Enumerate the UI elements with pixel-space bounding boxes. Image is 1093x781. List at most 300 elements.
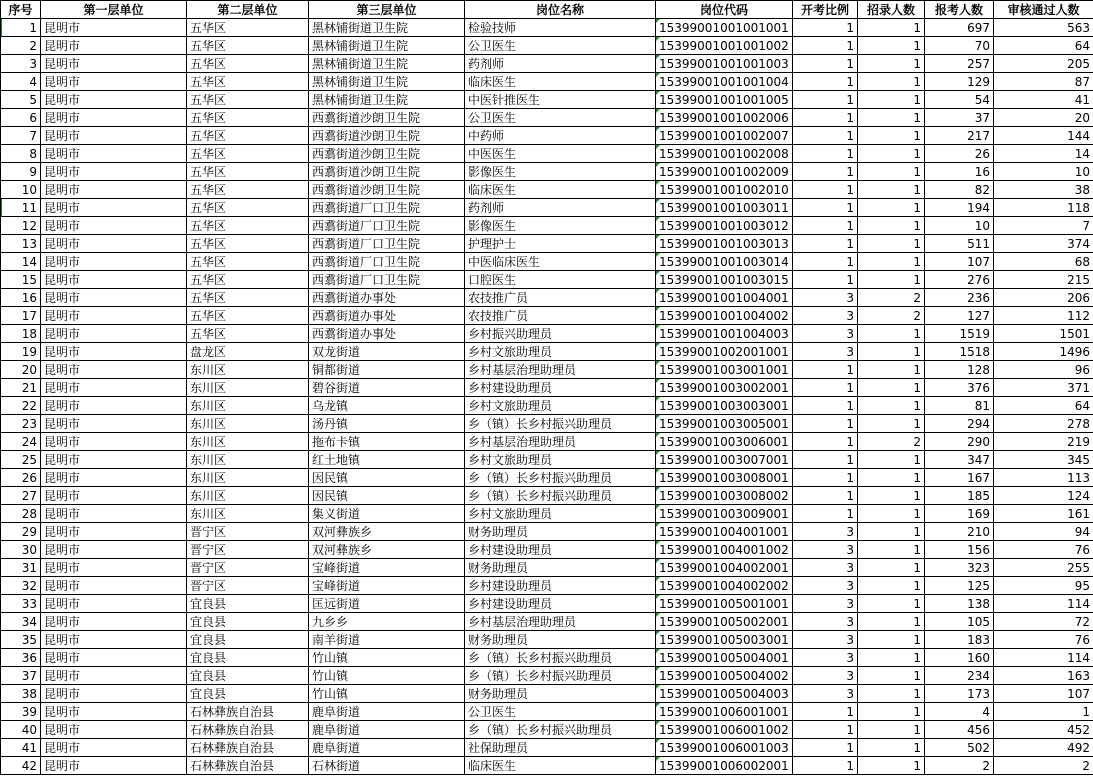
cell-level3[interactable]: 西翥街道沙朗卫生院 — [309, 163, 465, 181]
cell-index[interactable]: 33 — [1, 595, 41, 613]
cell-level1[interactable]: 昆明市 — [41, 667, 187, 685]
cell-position-name[interactable]: 药剂师 — [465, 199, 656, 217]
cell-hire-count[interactable]: 1 — [858, 91, 925, 109]
cell-level1[interactable]: 昆明市 — [41, 361, 187, 379]
cell-exam-ratio[interactable]: 3 — [793, 307, 858, 325]
cell-exam-ratio[interactable]: 1 — [793, 739, 858, 757]
cell-level1[interactable]: 昆明市 — [41, 235, 187, 253]
cell-exam-ratio[interactable]: 1 — [793, 145, 858, 163]
cell-position-code[interactable]: 15399001005002001 — [656, 613, 793, 631]
cell-level1[interactable]: 昆明市 — [41, 55, 187, 73]
cell-index[interactable]: 22 — [1, 397, 41, 415]
cell-index[interactable]: 2 — [1, 37, 41, 55]
cell-level2[interactable]: 五华区 — [187, 181, 309, 199]
cell-hire-count[interactable]: 1 — [858, 523, 925, 541]
cell-approved-count[interactable]: 112 — [994, 307, 1093, 325]
cell-applicant-count[interactable]: 234 — [925, 667, 994, 685]
cell-exam-ratio[interactable]: 3 — [793, 289, 858, 307]
cell-hire-count[interactable]: 1 — [858, 613, 925, 631]
cell-level2[interactable]: 晋宁区 — [187, 523, 309, 541]
cell-position-name[interactable]: 口腔医生 — [465, 271, 656, 289]
cell-hire-count[interactable]: 1 — [858, 757, 925, 775]
cell-level3[interactable]: 黑林铺街道卫生院 — [309, 19, 465, 37]
cell-position-code[interactable]: 15399001005004003 — [656, 685, 793, 703]
cell-exam-ratio[interactable]: 3 — [793, 523, 858, 541]
cell-position-code[interactable]: 15399001001001003 — [656, 55, 793, 73]
cell-exam-ratio[interactable]: 1 — [793, 505, 858, 523]
cell-applicant-count[interactable]: 81 — [925, 397, 994, 415]
cell-exam-ratio[interactable]: 1 — [793, 253, 858, 271]
cell-level1[interactable]: 昆明市 — [41, 613, 187, 631]
cell-level1[interactable]: 昆明市 — [41, 505, 187, 523]
cell-position-code[interactable]: 15399001003009001 — [656, 505, 793, 523]
cell-hire-count[interactable]: 1 — [858, 55, 925, 73]
cell-position-name[interactable]: 乡村建设助理员 — [465, 379, 656, 397]
cell-level2[interactable]: 宜良县 — [187, 595, 309, 613]
cell-applicant-count[interactable]: 294 — [925, 415, 994, 433]
cell-exam-ratio[interactable]: 3 — [793, 595, 858, 613]
cell-hire-count[interactable]: 1 — [858, 235, 925, 253]
cell-position-code[interactable]: 15399001006001003 — [656, 739, 793, 757]
cell-level3[interactable]: 西翥街道沙朗卫生院 — [309, 145, 465, 163]
cell-position-name[interactable]: 农技推广员 — [465, 307, 656, 325]
cell-level1[interactable]: 昆明市 — [41, 199, 187, 217]
header-cell-level3[interactable]: 第三层单位 — [309, 1, 465, 19]
cell-index[interactable]: 7 — [1, 127, 41, 145]
cell-applicant-count[interactable]: 70 — [925, 37, 994, 55]
cell-index[interactable]: 30 — [1, 541, 41, 559]
cell-position-code[interactable]: 15399001001003015 — [656, 271, 793, 289]
cell-index[interactable]: 21 — [1, 379, 41, 397]
cell-level2[interactable]: 晋宁区 — [187, 541, 309, 559]
cell-level2[interactable]: 宜良县 — [187, 649, 309, 667]
cell-applicant-count[interactable]: 4 — [925, 703, 994, 721]
cell-exam-ratio[interactable]: 1 — [793, 397, 858, 415]
cell-level1[interactable]: 昆明市 — [41, 127, 187, 145]
cell-level3[interactable]: 铜都街道 — [309, 361, 465, 379]
cell-level2[interactable]: 五华区 — [187, 271, 309, 289]
cell-exam-ratio[interactable]: 1 — [793, 757, 858, 775]
cell-approved-count[interactable]: 1496 — [994, 343, 1093, 361]
cell-exam-ratio[interactable]: 1 — [793, 217, 858, 235]
cell-hire-count[interactable]: 1 — [858, 199, 925, 217]
cell-exam-ratio[interactable]: 1 — [793, 703, 858, 721]
cell-level3[interactable]: 汤丹镇 — [309, 415, 465, 433]
cell-level2[interactable]: 五华区 — [187, 109, 309, 127]
cell-applicant-count[interactable]: 236 — [925, 289, 994, 307]
cell-approved-count[interactable]: 113 — [994, 469, 1093, 487]
cell-position-code[interactable]: 15399001003003001 — [656, 397, 793, 415]
cell-hire-count[interactable]: 1 — [858, 163, 925, 181]
cell-hire-count[interactable]: 1 — [858, 253, 925, 271]
cell-level1[interactable]: 昆明市 — [41, 487, 187, 505]
cell-hire-count[interactable]: 1 — [858, 181, 925, 199]
cell-level2[interactable]: 东川区 — [187, 469, 309, 487]
cell-index[interactable]: 16 — [1, 289, 41, 307]
cell-exam-ratio[interactable]: 1 — [793, 37, 858, 55]
cell-applicant-count[interactable]: 183 — [925, 631, 994, 649]
cell-exam-ratio[interactable]: 1 — [793, 379, 858, 397]
cell-position-name[interactable]: 乡（镇）长乡村振兴助理员 — [465, 487, 656, 505]
cell-hire-count[interactable]: 1 — [858, 271, 925, 289]
cell-level3[interactable]: 西翥街道厂口卫生院 — [309, 253, 465, 271]
cell-position-code[interactable]: 15399001003006001 — [656, 433, 793, 451]
cell-approved-count[interactable]: 76 — [994, 541, 1093, 559]
cell-position-name[interactable]: 临床医生 — [465, 73, 656, 91]
cell-position-name[interactable]: 护理护士 — [465, 235, 656, 253]
cell-hire-count[interactable]: 1 — [858, 667, 925, 685]
cell-exam-ratio[interactable]: 3 — [793, 325, 858, 343]
cell-hire-count[interactable]: 1 — [858, 595, 925, 613]
cell-approved-count[interactable]: 7 — [994, 217, 1093, 235]
cell-level1[interactable]: 昆明市 — [41, 91, 187, 109]
cell-level1[interactable]: 昆明市 — [41, 73, 187, 91]
cell-level2[interactable]: 晋宁区 — [187, 577, 309, 595]
cell-position-name[interactable]: 乡（镇）长乡村振兴助理员 — [465, 415, 656, 433]
cell-position-code[interactable]: 15399001001002007 — [656, 127, 793, 145]
cell-position-code[interactable]: 15399001003007001 — [656, 451, 793, 469]
cell-index[interactable]: 18 — [1, 325, 41, 343]
cell-exam-ratio[interactable]: 3 — [793, 649, 858, 667]
cell-level2[interactable]: 石林彝族自治县 — [187, 721, 309, 739]
cell-position-code[interactable]: 15399001003008002 — [656, 487, 793, 505]
cell-position-code[interactable]: 15399001005001001 — [656, 595, 793, 613]
cell-index[interactable]: 41 — [1, 739, 41, 757]
cell-applicant-count[interactable]: 502 — [925, 739, 994, 757]
cell-level2[interactable]: 五华区 — [187, 217, 309, 235]
cell-level2[interactable]: 五华区 — [187, 235, 309, 253]
cell-index[interactable]: 31 — [1, 559, 41, 577]
cell-level2[interactable]: 东川区 — [187, 379, 309, 397]
cell-level3[interactable]: 黑林铺街道卫生院 — [309, 55, 465, 73]
cell-position-name[interactable]: 公卫医生 — [465, 109, 656, 127]
cell-index[interactable]: 25 — [1, 451, 41, 469]
cell-approved-count[interactable]: 72 — [994, 613, 1093, 631]
cell-hire-count[interactable]: 1 — [858, 19, 925, 37]
cell-applicant-count[interactable]: 456 — [925, 721, 994, 739]
cell-index[interactable]: 1 — [1, 19, 41, 37]
header-cell-approved-count[interactable]: 审核通过人数 — [994, 1, 1093, 19]
cell-hire-count[interactable]: 1 — [858, 361, 925, 379]
cell-level2[interactable]: 五华区 — [187, 289, 309, 307]
cell-applicant-count[interactable]: 125 — [925, 577, 994, 595]
cell-index[interactable]: 24 — [1, 433, 41, 451]
cell-hire-count[interactable]: 1 — [858, 109, 925, 127]
cell-exam-ratio[interactable]: 3 — [793, 343, 858, 361]
cell-position-name[interactable]: 临床医生 — [465, 181, 656, 199]
cell-position-code[interactable]: 15399001005004002 — [656, 667, 793, 685]
cell-applicant-count[interactable]: 167 — [925, 469, 994, 487]
cell-applicant-count[interactable]: 54 — [925, 91, 994, 109]
cell-approved-count[interactable]: 38 — [994, 181, 1093, 199]
cell-exam-ratio[interactable]: 3 — [793, 667, 858, 685]
cell-level1[interactable]: 昆明市 — [41, 307, 187, 325]
cell-position-code[interactable]: 15399001001001005 — [656, 91, 793, 109]
cell-index[interactable]: 27 — [1, 487, 41, 505]
cell-position-code[interactable]: 15399001006001001 — [656, 703, 793, 721]
cell-exam-ratio[interactable]: 1 — [793, 181, 858, 199]
cell-level3[interactable]: 鹿阜街道 — [309, 703, 465, 721]
cell-position-name[interactable]: 财务助理员 — [465, 559, 656, 577]
cell-level2[interactable]: 晋宁区 — [187, 559, 309, 577]
cell-exam-ratio[interactable]: 3 — [793, 613, 858, 631]
cell-hire-count[interactable]: 1 — [858, 415, 925, 433]
cell-position-code[interactable]: 15399001003001001 — [656, 361, 793, 379]
cell-exam-ratio[interactable]: 3 — [793, 559, 858, 577]
cell-level1[interactable]: 昆明市 — [41, 649, 187, 667]
cell-level3[interactable]: 双河彝族乡 — [309, 523, 465, 541]
cell-hire-count[interactable]: 2 — [858, 307, 925, 325]
cell-applicant-count[interactable]: 160 — [925, 649, 994, 667]
cell-applicant-count[interactable]: 128 — [925, 361, 994, 379]
cell-approved-count[interactable]: 374 — [994, 235, 1093, 253]
cell-level3[interactable]: 因民镇 — [309, 469, 465, 487]
cell-applicant-count[interactable]: 257 — [925, 55, 994, 73]
cell-exam-ratio[interactable]: 1 — [793, 199, 858, 217]
cell-hire-count[interactable]: 1 — [858, 397, 925, 415]
cell-approved-count[interactable]: 76 — [994, 631, 1093, 649]
cell-level3[interactable]: 竹山镇 — [309, 649, 465, 667]
cell-level2[interactable]: 五华区 — [187, 91, 309, 109]
cell-hire-count[interactable]: 1 — [858, 721, 925, 739]
cell-applicant-count[interactable]: 347 — [925, 451, 994, 469]
cell-position-name[interactable]: 中医针推医生 — [465, 91, 656, 109]
cell-index[interactable]: 36 — [1, 649, 41, 667]
cell-level2[interactable]: 宜良县 — [187, 631, 309, 649]
cell-position-name[interactable]: 乡村基层治理助理员 — [465, 613, 656, 631]
cell-approved-count[interactable]: 107 — [994, 685, 1093, 703]
cell-index[interactable]: 6 — [1, 109, 41, 127]
cell-exam-ratio[interactable]: 1 — [793, 271, 858, 289]
cell-applicant-count[interactable]: 276 — [925, 271, 994, 289]
cell-index[interactable]: 37 — [1, 667, 41, 685]
cell-level1[interactable]: 昆明市 — [41, 685, 187, 703]
cell-position-name[interactable]: 乡村文旅助理员 — [465, 451, 656, 469]
cell-level1[interactable]: 昆明市 — [41, 433, 187, 451]
cell-level1[interactable]: 昆明市 — [41, 451, 187, 469]
header-cell-index[interactable]: 序号 — [1, 1, 41, 19]
cell-position-code[interactable]: 15399001001001001 — [656, 19, 793, 37]
cell-index[interactable]: 8 — [1, 145, 41, 163]
cell-position-code[interactable]: 15399001004001001 — [656, 523, 793, 541]
cell-index[interactable]: 39 — [1, 703, 41, 721]
cell-level3[interactable]: 西翥街道厂口卫生院 — [309, 199, 465, 217]
cell-level1[interactable]: 昆明市 — [41, 469, 187, 487]
cell-position-name[interactable]: 乡村基层治理助理员 — [465, 361, 656, 379]
cell-approved-count[interactable]: 452 — [994, 721, 1093, 739]
header-cell-exam-ratio[interactable]: 开考比例 — [793, 1, 858, 19]
cell-level2[interactable]: 东川区 — [187, 433, 309, 451]
cell-exam-ratio[interactable]: 1 — [793, 109, 858, 127]
cell-exam-ratio[interactable]: 1 — [793, 721, 858, 739]
cell-position-name[interactable]: 中医医生 — [465, 145, 656, 163]
cell-level1[interactable]: 昆明市 — [41, 541, 187, 559]
cell-hire-count[interactable]: 1 — [858, 685, 925, 703]
cell-position-code[interactable]: 15399001002001001 — [656, 343, 793, 361]
cell-level1[interactable]: 昆明市 — [41, 703, 187, 721]
cell-applicant-count[interactable]: 511 — [925, 235, 994, 253]
cell-applicant-count[interactable]: 290 — [925, 433, 994, 451]
cell-approved-count[interactable]: 215 — [994, 271, 1093, 289]
cell-index[interactable]: 5 — [1, 91, 41, 109]
cell-level2[interactable]: 五华区 — [187, 325, 309, 343]
cell-level2[interactable]: 盘龙区 — [187, 343, 309, 361]
cell-approved-count[interactable]: 563 — [994, 19, 1093, 37]
cell-level2[interactable]: 石林彝族自治县 — [187, 757, 309, 775]
cell-approved-count[interactable]: 206 — [994, 289, 1093, 307]
cell-position-name[interactable]: 乡村建设助理员 — [465, 541, 656, 559]
cell-applicant-count[interactable]: 169 — [925, 505, 994, 523]
cell-exam-ratio[interactable]: 1 — [793, 163, 858, 181]
cell-position-name[interactable]: 社保助理员 — [465, 739, 656, 757]
header-cell-level2[interactable]: 第二层单位 — [187, 1, 309, 19]
cell-position-code[interactable]: 15399001004002002 — [656, 577, 793, 595]
cell-hire-count[interactable]: 1 — [858, 145, 925, 163]
cell-position-name[interactable]: 乡村振兴助理员 — [465, 325, 656, 343]
cell-level2[interactable]: 石林彝族自治县 — [187, 703, 309, 721]
cell-level3[interactable]: 西翥街道厂口卫生院 — [309, 235, 465, 253]
cell-level1[interactable]: 昆明市 — [41, 721, 187, 739]
cell-hire-count[interactable]: 1 — [858, 505, 925, 523]
cell-applicant-count[interactable]: 323 — [925, 559, 994, 577]
cell-hire-count[interactable]: 1 — [858, 127, 925, 145]
cell-applicant-count[interactable]: 26 — [925, 145, 994, 163]
cell-position-name[interactable]: 检验技师 — [465, 19, 656, 37]
cell-level3[interactable]: 西翥街道沙朗卫生院 — [309, 109, 465, 127]
cell-level1[interactable]: 昆明市 — [41, 757, 187, 775]
cell-applicant-count[interactable]: 173 — [925, 685, 994, 703]
cell-position-code[interactable]: 15399001006001002 — [656, 721, 793, 739]
cell-index[interactable]: 15 — [1, 271, 41, 289]
cell-approved-count[interactable]: 94 — [994, 523, 1093, 541]
cell-hire-count[interactable]: 2 — [858, 289, 925, 307]
cell-level2[interactable]: 宜良县 — [187, 685, 309, 703]
cell-position-code[interactable]: 15399001001003012 — [656, 217, 793, 235]
cell-level2[interactable]: 五华区 — [187, 253, 309, 271]
cell-position-code[interactable]: 15399001003002001 — [656, 379, 793, 397]
cell-level3[interactable]: 黑林铺街道卫生院 — [309, 91, 465, 109]
cell-level3[interactable]: 西翥街道办事处 — [309, 289, 465, 307]
cell-level3[interactable]: 匡远街道 — [309, 595, 465, 613]
cell-position-name[interactable]: 财务助理员 — [465, 523, 656, 541]
cell-level2[interactable]: 五华区 — [187, 37, 309, 55]
cell-approved-count[interactable]: 96 — [994, 361, 1093, 379]
cell-exam-ratio[interactable]: 1 — [793, 361, 858, 379]
cell-approved-count[interactable]: 124 — [994, 487, 1093, 505]
cell-level1[interactable]: 昆明市 — [41, 577, 187, 595]
cell-hire-count[interactable]: 1 — [858, 217, 925, 235]
cell-index[interactable]: 29 — [1, 523, 41, 541]
cell-level3[interactable]: 拖布卡镇 — [309, 433, 465, 451]
cell-position-name[interactable]: 影像医生 — [465, 217, 656, 235]
cell-index[interactable]: 13 — [1, 235, 41, 253]
cell-approved-count[interactable]: 10 — [994, 163, 1093, 181]
cell-index[interactable]: 17 — [1, 307, 41, 325]
cell-approved-count[interactable]: 2 — [994, 757, 1093, 775]
cell-position-code[interactable]: 15399001001002010 — [656, 181, 793, 199]
cell-level2[interactable]: 五华区 — [187, 145, 309, 163]
cell-position-name[interactable]: 乡（镇）长乡村振兴助理员 — [465, 721, 656, 739]
header-cell-level1[interactable]: 第一层单位 — [41, 1, 187, 19]
cell-applicant-count[interactable]: 1518 — [925, 343, 994, 361]
cell-position-code[interactable]: 15399001003005001 — [656, 415, 793, 433]
cell-position-name[interactable]: 中医临床医生 — [465, 253, 656, 271]
cell-index[interactable]: 40 — [1, 721, 41, 739]
cell-level3[interactable]: 黑林铺街道卫生院 — [309, 73, 465, 91]
cell-approved-count[interactable]: 492 — [994, 739, 1093, 757]
cell-exam-ratio[interactable]: 3 — [793, 541, 858, 559]
cell-approved-count[interactable]: 114 — [994, 595, 1093, 613]
cell-position-name[interactable]: 中药师 — [465, 127, 656, 145]
cell-index[interactable]: 20 — [1, 361, 41, 379]
cell-applicant-count[interactable]: 185 — [925, 487, 994, 505]
cell-approved-count[interactable]: 144 — [994, 127, 1093, 145]
cell-level3[interactable]: 双龙街道 — [309, 343, 465, 361]
cell-position-name[interactable]: 临床医生 — [465, 757, 656, 775]
cell-level2[interactable]: 东川区 — [187, 505, 309, 523]
cell-position-code[interactable]: 15399001005003001 — [656, 631, 793, 649]
cell-hire-count[interactable]: 1 — [858, 73, 925, 91]
cell-level1[interactable]: 昆明市 — [41, 181, 187, 199]
cell-level3[interactable]: 碧谷街道 — [309, 379, 465, 397]
header-cell-position-code[interactable]: 岗位代码 — [656, 1, 793, 19]
cell-hire-count[interactable]: 1 — [858, 631, 925, 649]
cell-level3[interactable]: 双河彝族乡 — [309, 541, 465, 559]
cell-applicant-count[interactable]: 217 — [925, 127, 994, 145]
cell-position-name[interactable]: 影像医生 — [465, 163, 656, 181]
cell-approved-count[interactable]: 278 — [994, 415, 1093, 433]
cell-level3[interactable]: 集义街道 — [309, 505, 465, 523]
cell-position-name[interactable]: 乡村文旅助理员 — [465, 505, 656, 523]
cell-position-name[interactable]: 公卫医生 — [465, 703, 656, 721]
cell-position-name[interactable]: 财务助理员 — [465, 631, 656, 649]
cell-hire-count[interactable]: 1 — [858, 469, 925, 487]
cell-applicant-count[interactable]: 16 — [925, 163, 994, 181]
cell-exam-ratio[interactable]: 1 — [793, 451, 858, 469]
cell-level2[interactable]: 宜良县 — [187, 667, 309, 685]
cell-applicant-count[interactable]: 107 — [925, 253, 994, 271]
cell-index[interactable]: 4 — [1, 73, 41, 91]
cell-level1[interactable]: 昆明市 — [41, 559, 187, 577]
cell-exam-ratio[interactable]: 1 — [793, 19, 858, 37]
cell-index[interactable]: 38 — [1, 685, 41, 703]
cell-position-name[interactable]: 乡（镇）长乡村振兴助理员 — [465, 469, 656, 487]
cell-approved-count[interactable]: 87 — [994, 73, 1093, 91]
cell-position-code[interactable]: 15399001001002008 — [656, 145, 793, 163]
cell-position-name[interactable]: 农技推广员 — [465, 289, 656, 307]
cell-approved-count[interactable]: 1501 — [994, 325, 1093, 343]
cell-hire-count[interactable]: 1 — [858, 487, 925, 505]
cell-index[interactable]: 34 — [1, 613, 41, 631]
cell-level1[interactable]: 昆明市 — [41, 163, 187, 181]
cell-applicant-count[interactable]: 697 — [925, 19, 994, 37]
cell-level2[interactable]: 五华区 — [187, 19, 309, 37]
cell-index[interactable]: 10 — [1, 181, 41, 199]
cell-position-name[interactable]: 乡（镇）长乡村振兴助理员 — [465, 649, 656, 667]
cell-level2[interactable]: 宜良县 — [187, 613, 309, 631]
cell-level2[interactable]: 五华区 — [187, 55, 309, 73]
cell-level2[interactable]: 五华区 — [187, 73, 309, 91]
cell-level3[interactable]: 西翥街道办事处 — [309, 307, 465, 325]
cell-level1[interactable]: 昆明市 — [41, 19, 187, 37]
cell-approved-count[interactable]: 1 — [994, 703, 1093, 721]
cell-approved-count[interactable]: 20 — [994, 109, 1093, 127]
cell-level3[interactable]: 因民镇 — [309, 487, 465, 505]
cell-level1[interactable]: 昆明市 — [41, 253, 187, 271]
cell-hire-count[interactable]: 1 — [858, 379, 925, 397]
cell-level1[interactable]: 昆明市 — [41, 109, 187, 127]
header-cell-hire-count[interactable]: 招录人数 — [858, 1, 925, 19]
